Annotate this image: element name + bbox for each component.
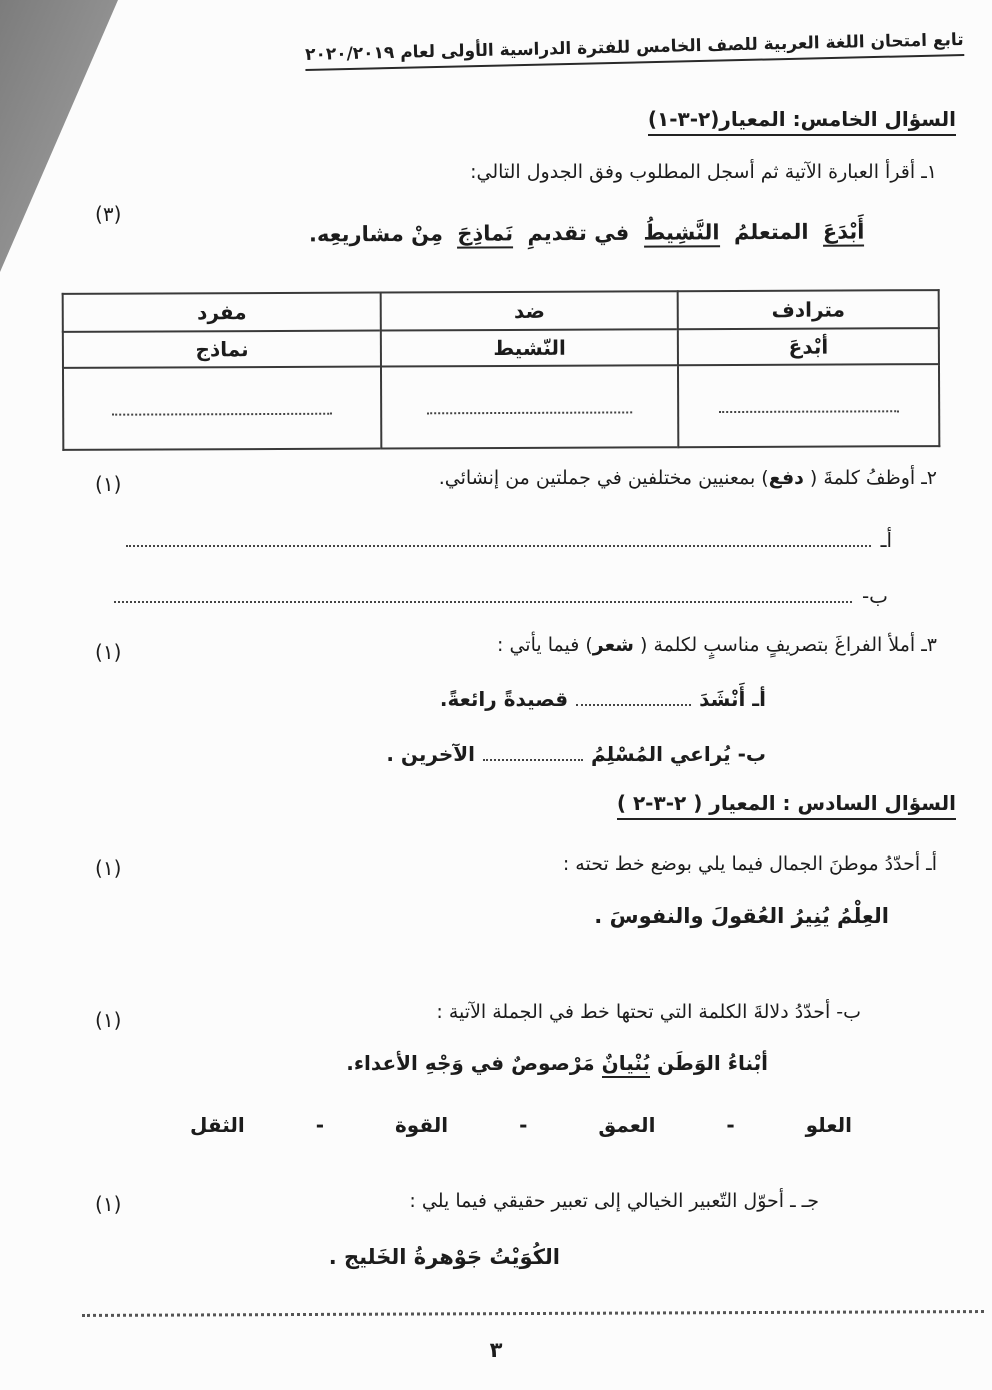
cell-antonym-answer (381, 365, 678, 448)
option-umq: العمق (598, 1113, 656, 1137)
prompt-keyword: شعر (592, 634, 634, 656)
dash-separator: - (726, 1113, 735, 1137)
table-header-row (63, 290, 939, 332)
item-a-label: أـ (880, 528, 892, 552)
q5-2-prompt (439, 467, 937, 489)
underlined-word-bunyan: بُنْيانٌ (602, 1051, 650, 1078)
answer-blank-bottom (82, 1310, 984, 1317)
answer-blank (112, 400, 332, 416)
item-b-text-after: الآخرين . (386, 742, 475, 766)
section5-title: السؤال الخامس: المعيار(٢-٣-١) (648, 107, 956, 136)
table-answer-row (63, 364, 939, 450)
exam-header: تابع امتحان اللغة العربية للصف الخامس للفترة الدراسية الأولى لعام ٢٠٢٠/٢٠١٩ (305, 30, 964, 71)
answer-blank (114, 588, 852, 603)
q5-2-marks: (١) (95, 472, 122, 496)
underlined-word-namathij: نَماذِجَ (457, 221, 513, 248)
sentence-text: أبْناءُ الوَطَن (657, 1051, 768, 1075)
section6-title: السؤال السادس : المعيار ( ٢-٣-٢ ) (617, 791, 956, 820)
item-b-label: ب- (861, 584, 888, 608)
answer-blank (126, 532, 871, 547)
item-a-text: أـ أَنْشَدَ (699, 687, 766, 711)
q5-3-line-b (386, 742, 766, 766)
scan-corner-shadow (0, 0, 130, 280)
table-word-row (63, 328, 939, 368)
q5-3-line-a (440, 687, 766, 711)
q5-1-sentence (302, 220, 865, 247)
q6-c-sentence: الكُوَيْتُ جَوْهرةُ الخَليج . (328, 1245, 560, 1269)
answer-blank (719, 397, 899, 413)
prompt-text: ٣ـ أملأ الفراغَ بتصريفٍ مناسبٍ لكلمة ( (633, 634, 937, 656)
q6-a-marks: (١) (95, 856, 122, 880)
item-b-text: ب- يُراعي المُسْلِمُ (591, 742, 766, 766)
answer-blank (576, 691, 691, 706)
q5-2-line-a (126, 528, 892, 552)
q6-c-marks: (١) (95, 1192, 122, 1216)
item-a-text-after: قصيدةً رائعةً. (439, 687, 569, 711)
q5-3-prompt (497, 634, 937, 656)
page-number: ٣ (489, 1338, 503, 1362)
q6-b-options (190, 1113, 852, 1137)
header-singular: مفرد (63, 293, 381, 332)
option-thiql: الثقل (190, 1113, 245, 1137)
cell-synonym-answer (678, 364, 939, 447)
q5-2-line-b (114, 584, 888, 608)
cell-singular-word: نماذج (63, 331, 381, 368)
q6-c-prompt: جـ ـ أحوّل التّعبير الخيالي إلى تعبير حقيقي فيما يلي : (409, 1190, 819, 1212)
sentence-text: مَرْصوصٌ في وَجْهِ الأعداء. (346, 1051, 595, 1075)
underlined-word-abdaa: أَبْدَعَ (822, 220, 864, 247)
prompt-text: ) فيما يأتي : (497, 634, 593, 656)
q5-1-marks: (٣) (95, 202, 122, 226)
cell-antonym-word: النّشيط (381, 329, 678, 366)
q6-b-marks: (١) (95, 1008, 122, 1032)
sentence-text: في تقديمِ (526, 220, 629, 246)
q6-a-sentence: العِلْمُ يُنِيرُ العُقولَ والنفوسَ . (594, 904, 889, 928)
q6-a-prompt: أـ أحدّدُ موطنَ الجمال فيما يلي بوضع خط تحته : (562, 853, 937, 875)
q5-1-prompt: ١ـ أقرأ العبارة الآتية ثم أسجل المطلوب وفق الجدول التالي: (470, 161, 937, 183)
header-synonym: مترادف (678, 290, 939, 329)
dash-separator: - (315, 1113, 325, 1137)
answer-blank (427, 398, 632, 414)
sentence-text: مِنْ مشاريعِه. (308, 221, 443, 247)
q6-b-prompt: ب- أحدّدُ دلالةَ الكلمة التي تحتها خط في الجملة الآتية : (436, 1001, 861, 1023)
sentence-text: المتعلمُ (733, 219, 809, 245)
answer-blank (483, 746, 583, 761)
q6-b-sentence (346, 1051, 768, 1075)
dash-separator: - (519, 1113, 528, 1137)
underlined-word-nashit: النَّشِيطُ (643, 220, 719, 247)
cell-singular-answer (63, 367, 382, 450)
prompt-keyword: دفع (768, 467, 804, 489)
cell-synonym-word: أبْدعَ (678, 328, 939, 365)
prompt-text: ٢ـ أوظفُ كلمةَ ( (803, 467, 937, 489)
option-uluw: العلو (805, 1113, 852, 1137)
q5-3-marks: (١) (95, 640, 122, 664)
option-quwa: القوة (395, 1113, 449, 1137)
vocab-table (62, 289, 941, 451)
prompt-text: ) بمعنيين مختلفين في جملتين من إنشائي. (438, 467, 769, 489)
header-antonym: ضد (381, 291, 678, 330)
